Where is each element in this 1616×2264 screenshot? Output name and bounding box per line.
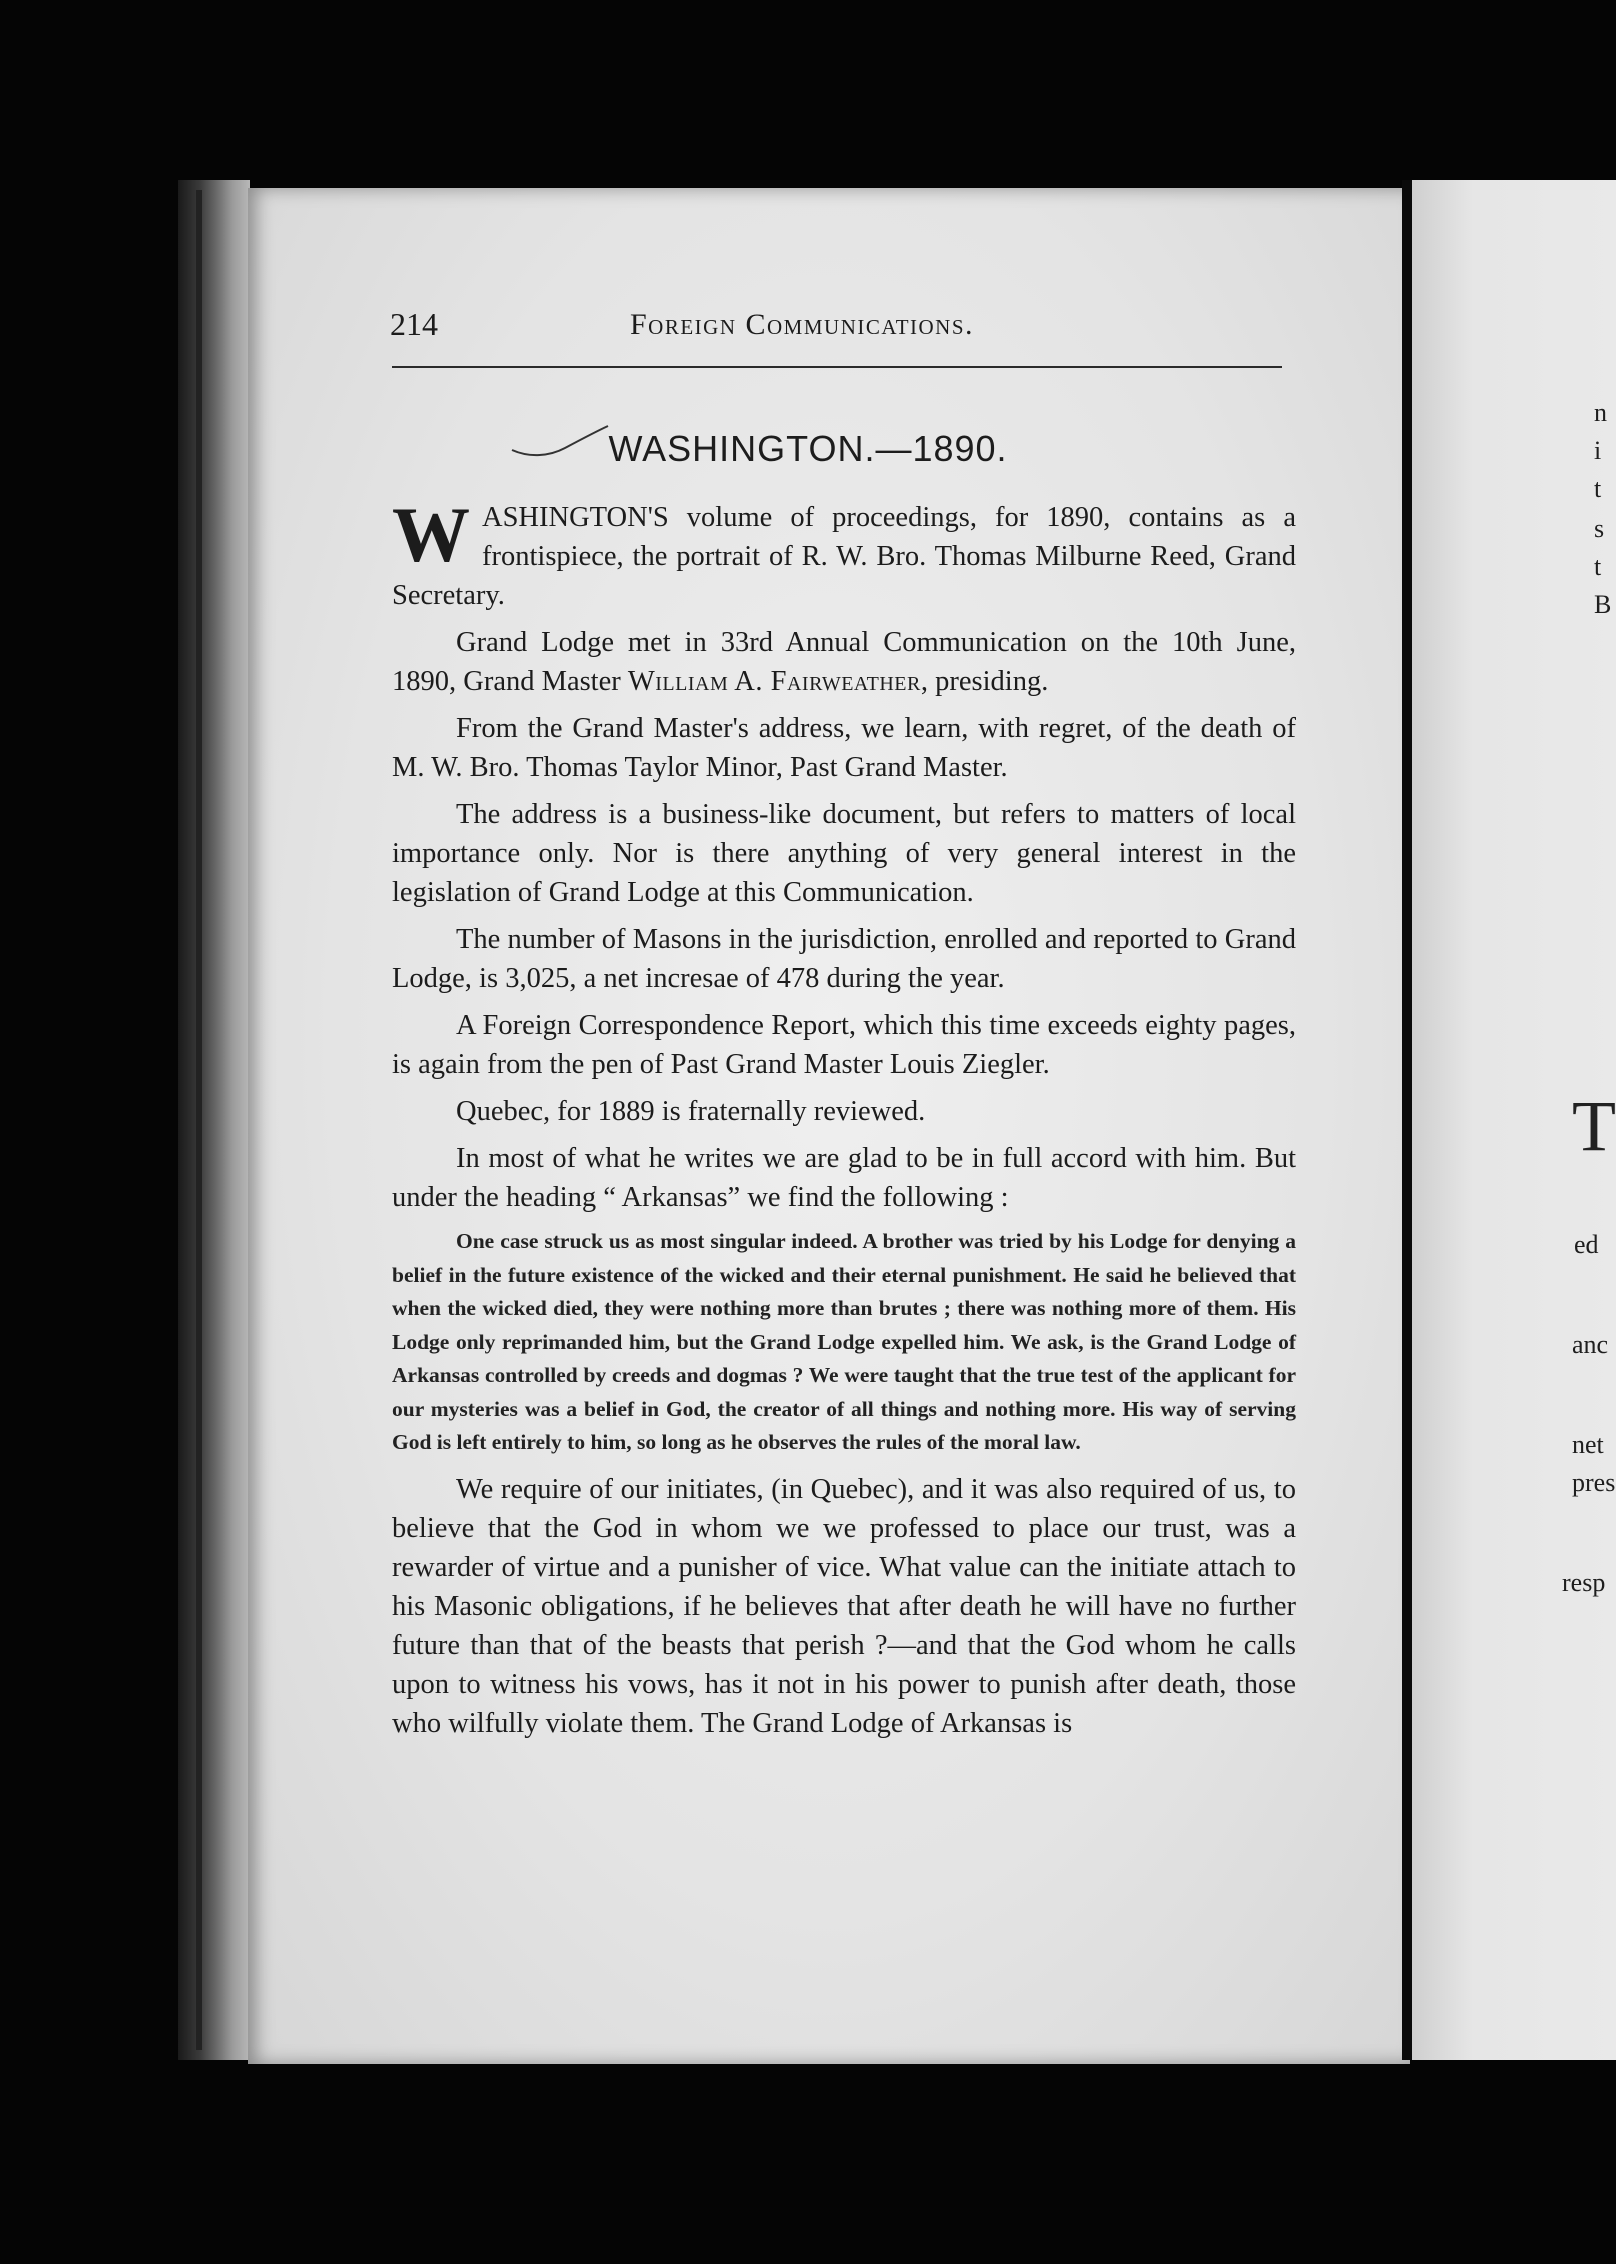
facing-fragment: t [1594, 552, 1602, 581]
facing-fragment: t [1594, 474, 1602, 503]
paragraph-4: The address is a business-like document, but refers to matters of local importance only. Nor is there anything of very general interest in the legislation of Grand Lodge at this Communication. [392, 799, 1296, 908]
paragraph-2-before: Grand Lodge met in 33rd Annual Communication on the 10th June, 1890, Grand Master [392, 627, 1296, 697]
facing-fragment: net [1572, 1430, 1604, 1459]
page-number: 214 [390, 306, 438, 342]
facing-fragment: n [1594, 398, 1607, 427]
paragraph-1 [392, 491, 1296, 615]
block-quote: One case struck us as most singular indeed. A brother was tried by his Lodge for denying a belief in the future existence of the wicked and their eternal punishment. He said he believed that when the wicked died, they were nothing more than brutes ; there was nothing more of them. His Lodge only reprimanded him, but the Grand Lodge expelled him. We ask, is the Grand Lodge of Arkansas controlled by creeds and dogmas ? We were taught that the true test of the applicant for our mysteries was a belief in God, the creator of all things and nothing more. His way of serving God is left entirely to him, so long as he observes the rules of the moral law. [392, 1229, 1296, 1454]
facing-drop-cap: T [1572, 1086, 1616, 1166]
facing-fragment: i [1594, 436, 1602, 465]
section-title: WASHINGTON.—1890. [608, 428, 1008, 469]
running-head: Foreign Communications. [630, 308, 975, 341]
page-header [390, 300, 1280, 350]
facing-fragment: s [1594, 514, 1605, 543]
paragraph-9: We require of our initiates, (in Quebec), and it was also required of us, to believe that the God in whom we we professed to place our trust, was a rewarder of virtue and a punisher of vice. What value can the initiate attach to his Masonic obligations, if he believes that after death he will have no further future than that of the beasts that perish ?—and that the God whom he calls upon to witness his vows, has it not in his power to punish after death, those who wilfully violate them. The Grand Lodge of Arkansas is [392, 1473, 1296, 1739]
paragraph-7: Quebec, for 1889 is fraternally reviewed. [456, 1096, 926, 1127]
facing-fragment: anc [1572, 1330, 1609, 1359]
paragraph-3: From the Grand Master's address, we learn, with regret, of the death of M. W. Bro. Thomas Taylor Minor, Past Grand Master. [392, 713, 1296, 783]
paragraph-5: The number of Masons in the jurisdiction, enrolled and reported to Grand Lodge, is 3,025, a net incresae of 478 during the year. [392, 924, 1296, 994]
facing-fragment: B [1594, 590, 1612, 619]
paragraph-1-text: ASHINGTON'S volume of proceedings, for 1890, contains as a frontispiece, the portrait of R. W. Bro. Thomas Milburne Reed, Grand Secretary. [392, 502, 1296, 611]
drop-cap: W [392, 491, 470, 578]
facing-fragment: resp [1562, 1568, 1606, 1597]
page-gutter [1402, 180, 1412, 2060]
facing-page [1412, 180, 1616, 2060]
facing-fragment: ed [1574, 1230, 1599, 1259]
header-rule [392, 366, 1282, 368]
grand-master-name: William A. Fairweather [627, 666, 921, 697]
paragraph-2-after: , presiding. [920, 666, 1049, 697]
paragraph-6: A Foreign Correspondence Report, which this time exceeds eighty pages, is again from the pen of Past Grand Master Louis Ziegler. [392, 1010, 1296, 1080]
paragraph-8: In most of what he writes we are glad to be in full accord with him. But under the heading “ Arkansas” we find the following : [392, 1143, 1296, 1213]
facing-fragment: pres [1572, 1468, 1616, 1497]
paragraph-2 [392, 623, 1296, 701]
body-text [392, 491, 1296, 1751]
